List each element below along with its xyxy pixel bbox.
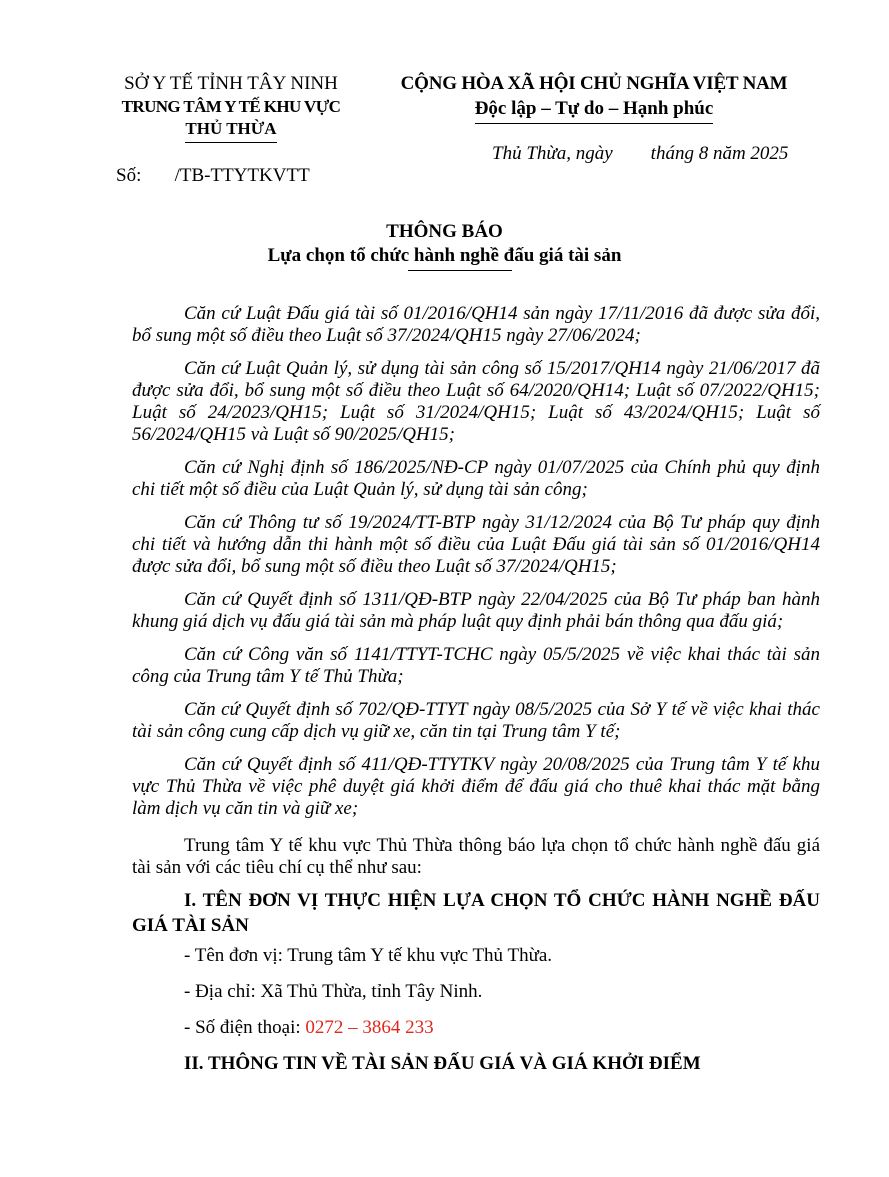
issue-date: Thủ Thừa, ngày tháng 8 năm 2025 [492, 143, 789, 164]
country-name: CỘNG HÒA XÃ HỘI CHỦ NGHĨA VIỆT NAM [400, 73, 788, 94]
document-number: Số: /TB-TTYTKVTT [116, 165, 310, 186]
document-title: THÔNG BÁO [386, 221, 503, 242]
unit-name: - Tên đơn vị: Trung tâm Y tế khu vực Thủ Thừa. [184, 945, 553, 966]
issuing-agency-block [96, 72, 366, 143]
parent-agency: SỞ Y TẾ TỈNH TÂY NINH [124, 73, 338, 94]
legal-basis-1: Căn cứ Luật Đấu giá tài số 01/2016/QH14 sản ngày 17/11/2016 đã được sửa đổi, bổ sung một số điều theo Luật số 37/2024/QH15 ngày 27/06/2024; [132, 303, 820, 346]
legal-basis-8: Căn cứ Quyết định số 411/QĐ-TTYTKV ngày 20/08/2025 của Trung tâm Y tế khu vực Thủ Thừa về việc phê duyệt giá khởi điểm để đấu giá cho thuê khai thác mặt bằng làm dịch vụ căn tin và giữ xe; [132, 754, 820, 819]
legal-basis-3: Căn cứ Nghị định số 186/2025/NĐ-CP ngày 01/07/2025 của Chính phủ quy định chi tiết một số điều của Luật Quản lý, sử dụng tài sản công; [132, 457, 820, 500]
intro-paragraph: Trung tâm Y tế khu vực Thủ Thừa thông báo lựa chọn tổ chức hành nghề đấu giá tài sản với các tiêu chí cụ thể như sau: [132, 835, 820, 878]
document-subtitle: Lựa chọn tổ chức hành nghề đấu giá tài sản [267, 245, 622, 266]
phone-label: - Số điện thoại: [184, 1017, 306, 1038]
unit-address: - Địa chỉ: Xã Thủ Thừa, tỉnh Tây Ninh. [184, 981, 483, 1002]
phone-number: 0272 – 3864 233 [305, 1017, 434, 1038]
national-motto: Độc lập – Tự do – Hạnh phúc [475, 96, 714, 124]
legal-basis-4: Căn cứ Thông tư số 19/2024/TT-BTP ngày 31/12/2024 của Bộ Tư pháp quy định chi tiết và hướng dẫn thi hành một số điều của Luật Đấu giá tài sản số 01/2016/QH14 được sửa đổi, bổ sung một số điều theo Luật số 37/2024/QH15; [132, 512, 820, 577]
legal-basis-5: Căn cứ Quyết định số 1311/QĐ-BTP ngày 22/04/2025 của Bộ Tư pháp ban hành khung giá dịch vụ đấu giá tài sản mà pháp luật quy định phải bán thông qua đấu giá; [132, 589, 820, 632]
unit-phone [132, 1017, 820, 1039]
document-body [132, 303, 820, 1083]
national-motto-block [372, 72, 816, 124]
legal-basis-2: Căn cứ Luật Quản lý, sử dụng tài sản công số 15/2017/QH14 ngày 21/06/2017 đã được sửa đổi, bổ sung một số điều theo Luật số 64/2020/QH14; Luật số 07/2022/QH15; Luật số 24/2023/QH15; Luật số 31/2024/QH15; Luật số 43/2024/QH15; Luật số 56/2024/QH15 và Luật số 90/2025/QH15; [132, 358, 820, 445]
agency-name: TRUNG TÂM Y TẾ KHU VỰC [121, 97, 341, 116]
agency-name-line2: THỦ THỪA [185, 118, 276, 143]
legal-basis-7: Căn cứ Quyết định số 702/QĐ-TTYT ngày 08/5/2025 của Sở Y tế về việc khai thác tài sản công cung cấp dịch vụ giữ xe, căn tin tại Trung tâm Y tế; [132, 699, 820, 742]
section-2-heading: II. THÔNG TIN VỀ TÀI SẢN ĐẤU GIÁ VÀ GIÁ KHỞI ĐIỂM [184, 1053, 701, 1074]
section-1-heading: I. TÊN ĐƠN VỊ THỰC HIỆN LỰA CHỌN TỔ CHỨC HÀNH NGHỀ ĐẤU GIÁ TÀI SẢN [132, 890, 820, 936]
subtitle-underline [408, 270, 512, 271]
legal-basis-6: Căn cứ Công văn số 1141/TTYT-TCHC ngày 05/5/2025 về việc khai thác tài sản công của Trung tâm Y tế Thủ Thừa; [132, 644, 820, 687]
